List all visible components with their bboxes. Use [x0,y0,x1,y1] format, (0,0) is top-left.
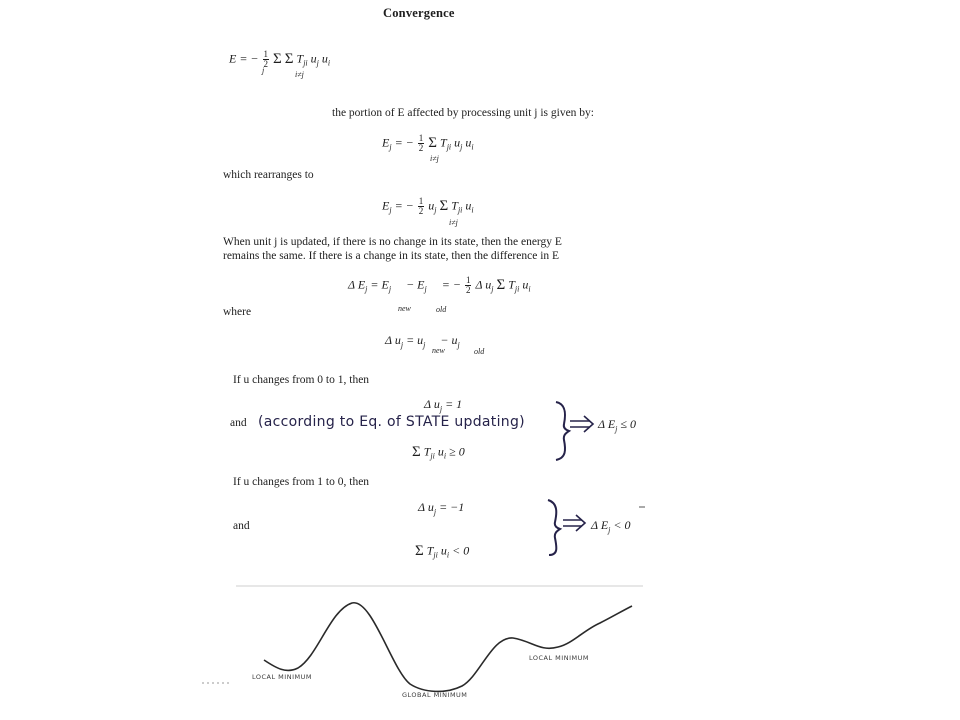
rearranged-equation: $E_j$ = − $\frac{1}{2}$ $u_j$ Σ $T_{ji}$ $u_i$ [382,196,474,216]
energy-equation: E = − $\frac{1}{2}$ Σ Σ $T_{ji}$ $u_j$ $u_i$ [229,49,331,69]
when-updated-line-1: When unit j is updated, if there is no change in its state, then the energy E [223,236,562,248]
where-text: where [223,306,252,318]
case-1-to-0-text: If u changes from 1 to 0, then [233,476,370,488]
scanned-page: Convergence E = − $\frac{1}{2}$ Σ Σ $T_{ji}$ $u_j$ $u_i$ j i≠j the portion of E affected by processing unit j is given by: $E_j$ = − $\frac{1}{2}$ Σ $T_{ji}$ $u_j$ $u_i$ i≠j which rearranges to $E_j$ = − $\frac{1}{2}$ $u_j$ Σ $T_{ji}$ $u_i$ i≠j When unit j is updated, if there is no change in its state, then the energy E remains the same. If there is a change in its state, then the difference in E Δ $E_j = E_j$ − $E_j$ = − $\frac{1}{2}$ Δ $u_j$ Σ $T_{ji}$ $u_i$ new old where Δ $u_j = u_j$ − $u_j$ new old If u changes from 0 to 1, then Δ $u_j = 1$ and (according to Eq. of STATE updating) Σ $T_{ji}$ $u_i \ge 0$ Δ $E_j \le 0$ If u changes from 1 to 0, then Δ $u_j = -1$ and Σ $T_{ji}$ $u_i < 0$ Δ $E_j < 0$ LOCAL MINIMUM GLOBAL MINIMUM LOCAL MINIMUM [0,0,960,720]
handwritten-note: (according to Eq. of STATE updating) [258,414,525,430]
and-label-1: and [230,417,247,429]
portion-text: the portion of E affected by processing unit j is given by: [332,107,594,119]
and-label-2: and [233,520,250,532]
implies-arrow-2-icon [563,515,585,531]
energy-landscape-curve [264,603,632,692]
local-minimum-left-label: LOCAL MINIMUM [252,673,312,681]
brace-1 [556,402,569,460]
local-minimum-right-label: LOCAL MINIMUM [529,654,589,662]
sum-nonnegative-equation: Σ $T_{ji}$ $u_i \ge 0$ [412,444,465,461]
delta-energy-equation: Δ $E_j = E_j$ − $E_j$ = − $\frac{1}{2}$ Δ $u_j$ Σ $T_{ji}$ $u_i$ [348,275,531,295]
case-0-to-1-text: If u changes from 0 to 1, then [233,374,370,386]
page-title: Convergence [383,6,455,20]
delta-energy-lt-zero: Δ $E_j < 0$ [591,518,631,535]
delta-u-equals-one: Δ $u_j = 1$ [424,397,463,414]
sum-negative-equation: Σ $T_{ji}$ $u_i < 0$ [415,543,470,560]
brace-2 [548,500,560,555]
delta-state-equation: Δ $u_j = u_j$ − $u_j$ [385,333,460,350]
when-updated-line-2: remains the same. If there is a change in its state, then the difference in E [223,250,560,262]
rearranges-text: which rearranges to [223,169,314,181]
global-minimum-label: GLOBAL MINIMUM [402,691,468,699]
delta-energy-le-zero: Δ $E_j \le 0$ [598,417,636,434]
delta-u-equals-minus-one: Δ $u_j = -1$ [418,500,465,517]
implies-arrow-1-icon [570,416,593,432]
partial-energy-equation: $E_j$ = − $\frac{1}{2}$ Σ $T_{ji}$ $u_j$ $u_i$ [382,133,474,153]
